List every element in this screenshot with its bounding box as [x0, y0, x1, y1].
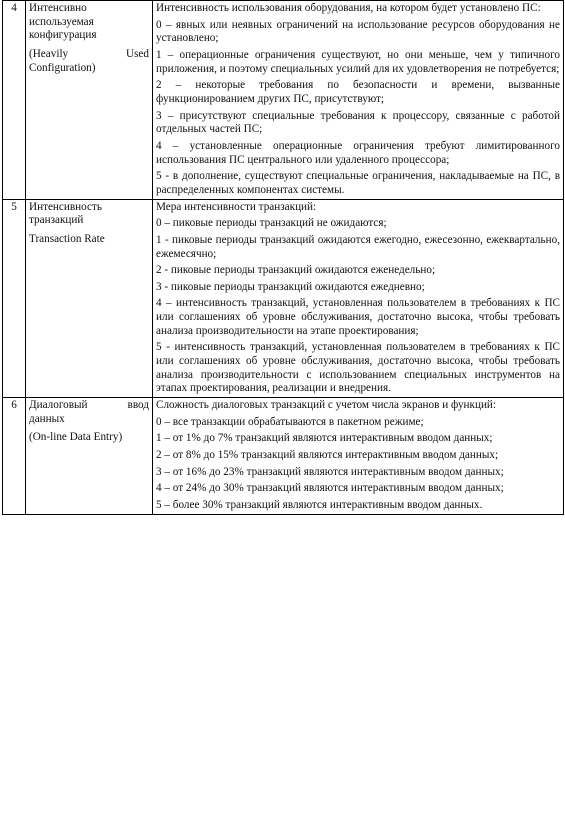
- characteristic-name-ru: Интенсивность транзакций: [29, 200, 102, 227]
- characteristic-name-cell: [26, 199, 153, 398]
- level-item: 0 – все транзакции обрабатываются в пакетном режиме;: [156, 415, 424, 428]
- characteristic-name-en: Transaction Rate: [29, 232, 105, 245]
- level-item: 2 – от 8% до 15% транзакций являются интерактивным вводом данных;: [156, 449, 499, 462]
- characteristic-name-en: (Heavily Used Configuration): [29, 47, 149, 74]
- level-item: 4 – установленные операционные ограничения требуют лимитированного использования ПС центрального или удаленного процессора;: [156, 139, 560, 166]
- level-item: 5 – более 30% транзакций являются интерактивным вводом данных.: [156, 499, 483, 511]
- level-item: 5 - в дополнение, существуют специальные ограничения, накладываемые на ПС, в распределенных компонентах системы.: [156, 170, 560, 196]
- row-number: 4: [3, 1, 26, 200]
- characteristic-description-cell: [153, 199, 564, 398]
- level-item: 3 - пиковые периоды транзакций ожидаются ежедневно;: [156, 280, 425, 293]
- level-item: 2 – некоторые требования по безопасности и времени, вызванные функционированием других ПС, присутствуют;: [156, 79, 560, 105]
- characteristic-name-ru: Интенсивно используемая конфигурация: [29, 2, 97, 42]
- level-item: 3 – от 16% до 23% транзакций являются интерактивным вводом данных;: [156, 465, 504, 478]
- level-item: 3 – присутствуют специальные требования к процессору, связанные с работой отдельных частей ПС;: [156, 109, 560, 136]
- characteristics-table: [2, 0, 564, 515]
- level-item: 5 - интенсивность транзакций, установленная пользователем в требованиях к ПС или соглашениях об уровне обслуживания, достаточно высока, чтобы требовать анализа производительности с использованием специальных инструментов на этапах проектирования, реализации и внедрения.: [156, 341, 560, 395]
- row-number: 5: [3, 199, 26, 398]
- description-intro: Мера интенсивности транзакций:: [156, 200, 317, 213]
- characteristic-name-en: (On-line Data Entry): [29, 431, 123, 444]
- description-intro: Интенсивность использования оборудования, на котором будет установлено ПС:: [156, 2, 541, 14]
- level-item: 0 – пиковые периоды транзакций не ожидаются;: [156, 217, 387, 230]
- level-item: 4 – от 24% до 30% транзакций являются интерактивным вводом данных;: [156, 482, 504, 495]
- characteristic-name-ru: Диалоговый ввод данных: [29, 399, 149, 425]
- level-item: 0 – явных или неявных ограничений на использование ресурсов оборудования не установлено;: [156, 18, 560, 45]
- level-item: 1 – от 1% до 7% транзакций являются интерактивным вводом данных;: [156, 432, 493, 445]
- table-row: [3, 1, 564, 200]
- table-row: [3, 398, 564, 515]
- row-number: 6: [3, 398, 26, 515]
- table-row: [3, 199, 564, 398]
- level-item: 2 - пиковые периоды транзакций ожидаются еженедельно;: [156, 264, 436, 277]
- characteristic-name-cell: [26, 398, 153, 515]
- description-intro: Сложность диалоговых транзакций с учетом числа экранов и функций:: [156, 399, 497, 412]
- characteristic-name-cell: [26, 1, 153, 200]
- level-item: 1 – операционные ограничения существуют, но они меньше, чем у типичного приложения, и поэтому специальных усилий для их удовлетворения не потребуется;: [156, 48, 560, 75]
- level-item: 4 – интенсивность транзакций, установленная пользователем в требованиях к ПС или соглашениях об уровне обслуживания, достаточно высока, чтобы требовать анализа производительности на этапе проектирования;: [156, 297, 560, 337]
- characteristic-description-cell: [153, 398, 564, 515]
- level-item: 1 - пиковые периоды транзакций ожидаются ежегодно, ежесезонно, ежеквартально, ежемесячно;: [156, 233, 560, 260]
- characteristic-description-cell: [153, 1, 564, 200]
